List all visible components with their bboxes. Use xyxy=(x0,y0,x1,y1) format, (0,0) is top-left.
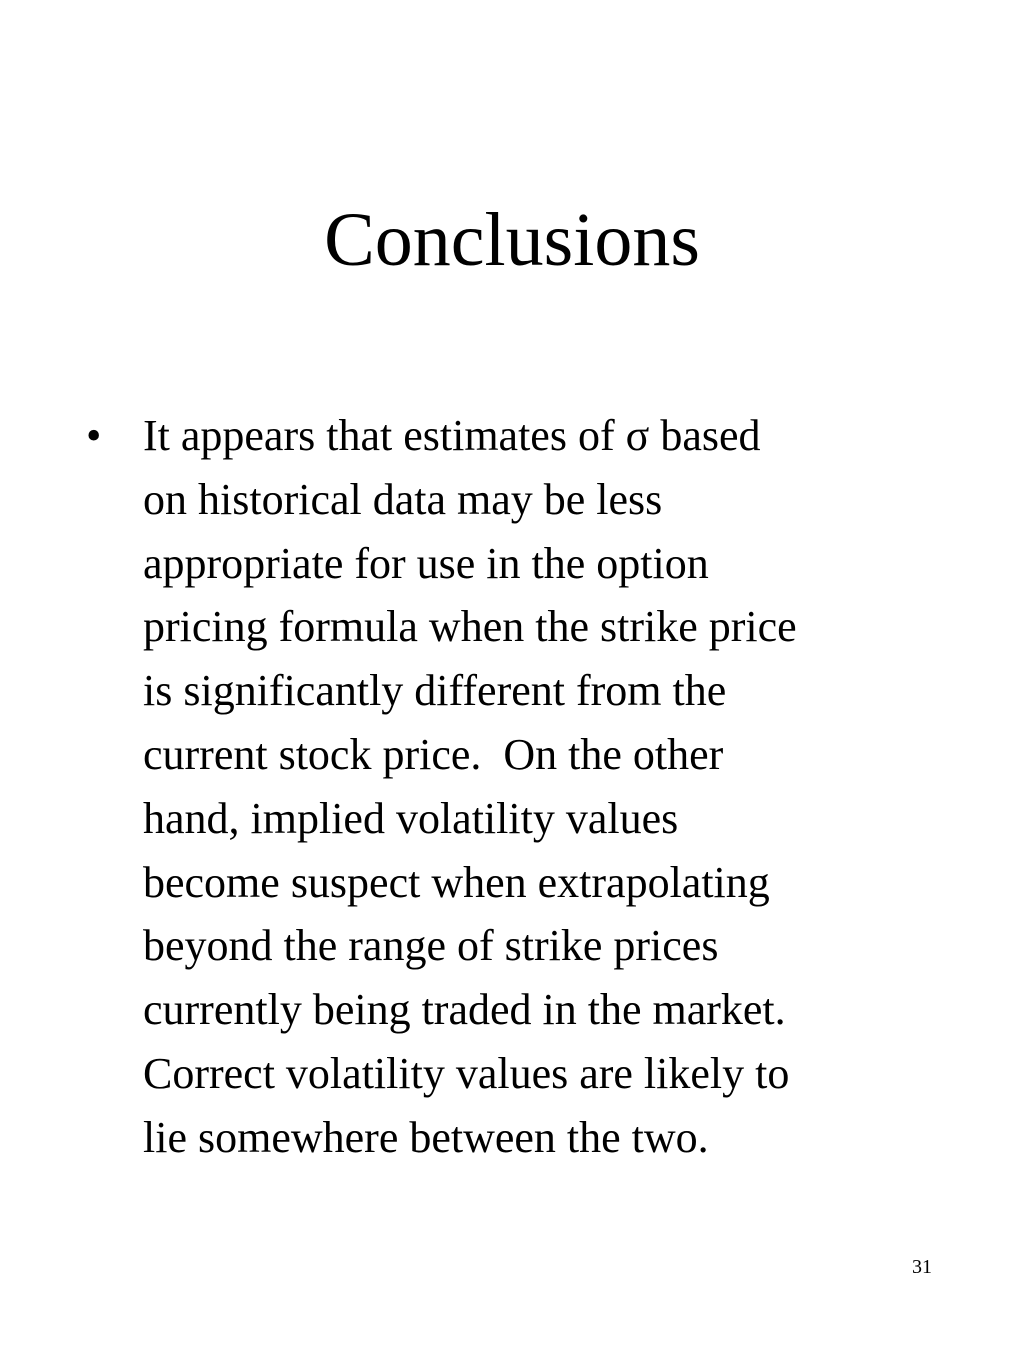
body-line: is significantly different from the xyxy=(143,666,727,716)
page-number: 31 xyxy=(912,1256,932,1278)
body-line: on historical data may be less xyxy=(143,474,663,524)
body-line: become suspect when extrapolating xyxy=(143,857,770,907)
body-line: current stock price. On the other xyxy=(143,729,724,779)
body-line: Correct volatility values are likely to xyxy=(143,1048,790,1098)
body-line: appropriate for use in the option xyxy=(143,538,709,588)
bullet-list xyxy=(86,404,956,1170)
bullet-item xyxy=(86,404,956,1170)
body-line: lie somewhere between the two. xyxy=(143,1112,709,1162)
body-line: pricing formula when the strike price xyxy=(143,602,797,652)
body-line: hand, implied volatility values xyxy=(143,793,679,843)
slide-title: Conclusions xyxy=(324,198,700,282)
body-line: It appears that estimates of σ based xyxy=(143,411,761,460)
body-line: currently being traded in the market. xyxy=(143,985,786,1035)
bullet-icon: • xyxy=(86,411,102,460)
body-line: beyond the range of strike prices xyxy=(143,921,719,971)
